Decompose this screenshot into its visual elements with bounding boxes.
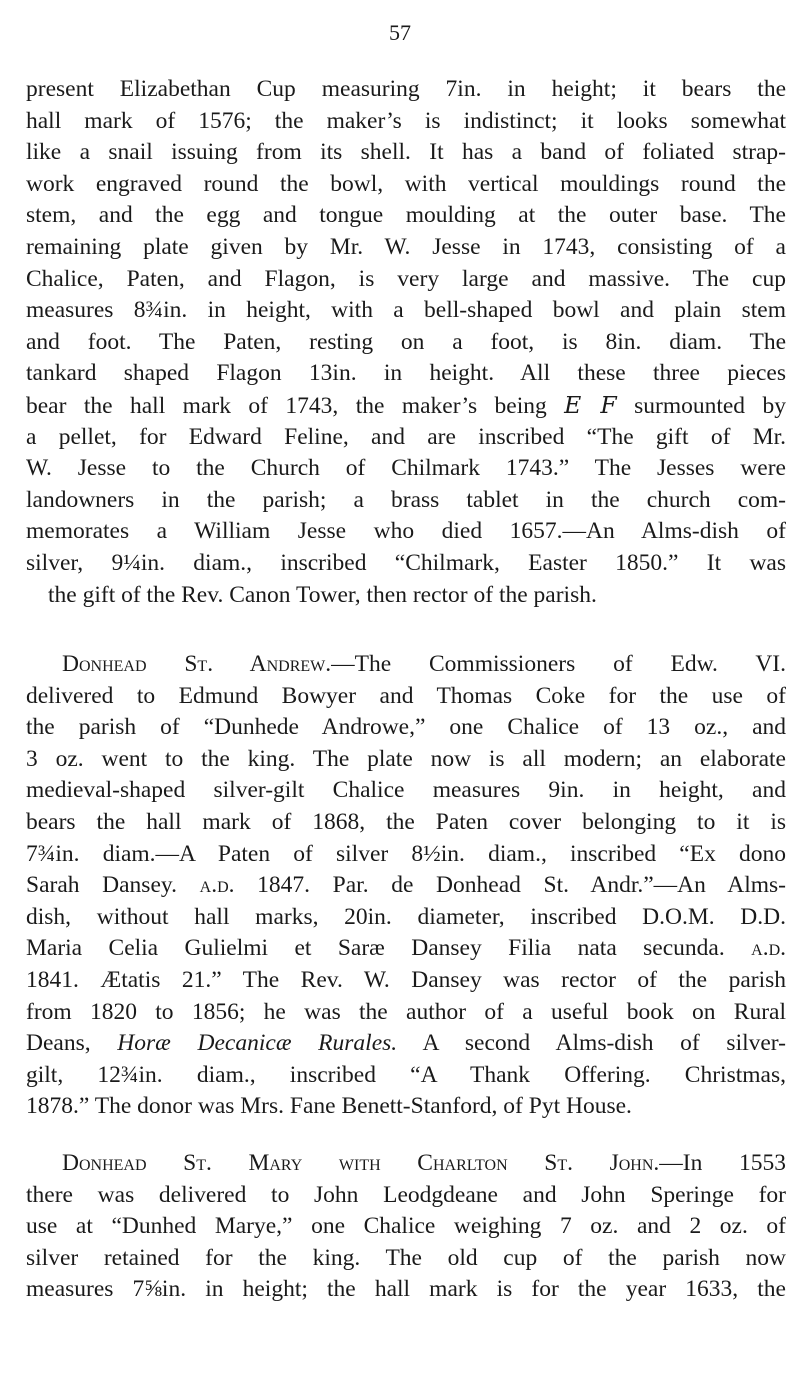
text-line xyxy=(26,775,786,807)
text-line xyxy=(26,453,786,485)
text-segment: stem, and the egg and tongue moulding at the outer base. The xyxy=(26,202,786,229)
text-segment: delivered to Edmund Bowyer and Thomas Coke for the use of xyxy=(26,682,786,709)
text-segment: remaining plate given by Mr. W. Jesse in 1743, consisting of a xyxy=(26,233,786,260)
text-segment: present Elizabethan Cup measuring 7in. in height; it bears the xyxy=(26,76,786,102)
text-line xyxy=(26,548,786,580)
text-line xyxy=(26,580,786,612)
paragraph-chilmark-continued xyxy=(26,74,786,611)
text-segment: 1841. Ætatis 21.” The Rev. W. Dansey was rector of the parish xyxy=(26,966,786,993)
text-segment: W. Jesse to the Church of Chilmark 1743.” The Jesses were xyxy=(26,455,786,482)
text-segment: Deans, xyxy=(26,1030,118,1057)
text-line xyxy=(26,997,786,1029)
text-segment: bear the hall mark of 1743, the maker’s being xyxy=(26,392,565,419)
paragraph-donhead-st-andrew xyxy=(26,649,786,1123)
text-line xyxy=(26,200,786,232)
text-segment: silver retained for the king. The old cup of the parish now xyxy=(26,1244,786,1271)
text-line xyxy=(26,295,786,327)
text-line xyxy=(26,264,786,296)
text-line xyxy=(26,681,786,713)
text-line xyxy=(26,485,786,517)
text-line xyxy=(26,712,786,744)
text-segment: use at “Dunhed Marye,” one Chalice weighing 7 oz. and 2 oz. of xyxy=(26,1213,786,1240)
text-segment: 3 oz. went to the king. The plate now is all modern; an elaborate xyxy=(26,745,786,772)
text-segment: like a snail issuing from its shell. It has a band of foliated strap- xyxy=(26,139,786,166)
text-line xyxy=(26,422,786,454)
text-line xyxy=(26,358,786,390)
text-segment: A second Alms-dish of silver- xyxy=(397,1030,786,1057)
text-segment: surmounted by xyxy=(616,392,786,419)
text-line xyxy=(26,232,786,264)
text-line xyxy=(26,1028,786,1060)
small-caps-text: a.d. xyxy=(199,872,235,899)
text-segment: gilt, 12¾in. diam., inscribed “A Thank Offering. Christmas, xyxy=(26,1061,786,1088)
text-line xyxy=(26,1211,786,1243)
text-segment: memorates a William Jesse who died 1657.—An Alms-dish of xyxy=(26,518,786,545)
text-segment: tankard shaped Flagon 13in. in height. All these three pieces xyxy=(26,360,786,387)
paragraph-donhead-st-mary xyxy=(26,1148,786,1306)
text-segment: 7¾in. diam.—A Paten of silver 8½in. diam., inscribed “Ex dono xyxy=(26,840,786,867)
small-caps-text: a.d. xyxy=(751,935,786,962)
text-line xyxy=(26,933,786,965)
text-segment: measures 8¾in. in height, with a bell-shaped bowl and plain stem xyxy=(26,297,786,324)
text-segment: 1847. Par. de Donhead St. Andr.”—An Alms- xyxy=(234,872,786,899)
text-segment: —In 1553 xyxy=(659,1150,786,1176)
text-segment: the parish of “Dunhede Androwe,” one Chalice of 13 oz., and xyxy=(26,714,786,741)
text-line xyxy=(26,1274,786,1306)
text-segment: dish, without hall marks, 20in. diameter, inscribed D.O.M. D.D. xyxy=(26,903,786,930)
text-line xyxy=(26,1148,786,1180)
text-line xyxy=(26,327,786,359)
text-line xyxy=(26,74,786,106)
text-segment: a pellet, for Edward Feline, and are inscribed “The gift of Mr. xyxy=(26,423,786,450)
text-segment: hall mark of 1576; the maker’s is indistinct; it looks somewhat xyxy=(26,107,786,134)
text-line xyxy=(26,965,786,997)
text-segment: 1878.” The donor was Mrs. Fane Benett-Stanford, of Pyt House. xyxy=(26,1093,632,1120)
text-line xyxy=(26,516,786,548)
text-segment: silver, 9¼in. diam., inscribed “Chilmark, Easter 1850.” It was xyxy=(26,549,786,576)
text-segment: the gift of the Rev. Canon Tower, then rector of the parish. xyxy=(48,581,597,608)
text-line xyxy=(26,169,786,201)
text-segment: Chalice, Paten, and Flagon, is very large and massive. The cup xyxy=(26,265,786,292)
text-line xyxy=(26,1091,786,1123)
text-segment: there was delivered to John Leodgdeane and John Speringe for xyxy=(26,1181,786,1208)
text-line xyxy=(26,870,786,902)
text-segment: medieval-shaped silver-gilt Chalice measures 9in. in height, and xyxy=(26,777,786,804)
text-segment: Maria Celia Gulielmi et Saræ Dansey Filia nata secunda. xyxy=(26,935,752,962)
italic-title: Horæ Decanicæ Rurales. xyxy=(117,1030,398,1057)
text-segment: —The Commissioners of Edw. VI. xyxy=(331,651,786,677)
text-line xyxy=(26,902,786,934)
text-line xyxy=(26,1060,786,1092)
small-caps-text: Donhead St. Mary with Charlton St. John. xyxy=(62,1150,660,1176)
text-segment: Sarah Dansey. xyxy=(26,872,200,899)
text-line xyxy=(26,744,786,776)
text-segment: work engraved round the bowl, with vertical mouldings round the xyxy=(26,170,786,197)
text-line xyxy=(26,839,786,871)
text-segment: bears the hall mark of 1868, the Paten cover belonging to it is xyxy=(26,808,786,835)
small-caps-text: Donhead St. Andrew. xyxy=(62,651,332,677)
text-segment: measures 7⅝in. in height; the hall mark is for the year 1633, the xyxy=(26,1276,786,1303)
text-line xyxy=(26,649,786,681)
text-line xyxy=(26,390,786,422)
text-line xyxy=(26,1243,786,1275)
text-line xyxy=(26,106,786,138)
text-line xyxy=(26,807,786,839)
maker-mark-initials: E F xyxy=(564,390,617,419)
text-line xyxy=(26,137,786,169)
text-segment: landowners in the parish; a brass tablet in the church com- xyxy=(26,486,786,513)
page-number: 57 xyxy=(389,20,411,45)
text-segment: from 1820 to 1856; he was the author of a useful book on Rural xyxy=(26,998,786,1025)
text-line xyxy=(26,1180,786,1212)
text-segment: and foot. The Paten, resting on a foot, is 8in. diam. The xyxy=(26,328,786,355)
